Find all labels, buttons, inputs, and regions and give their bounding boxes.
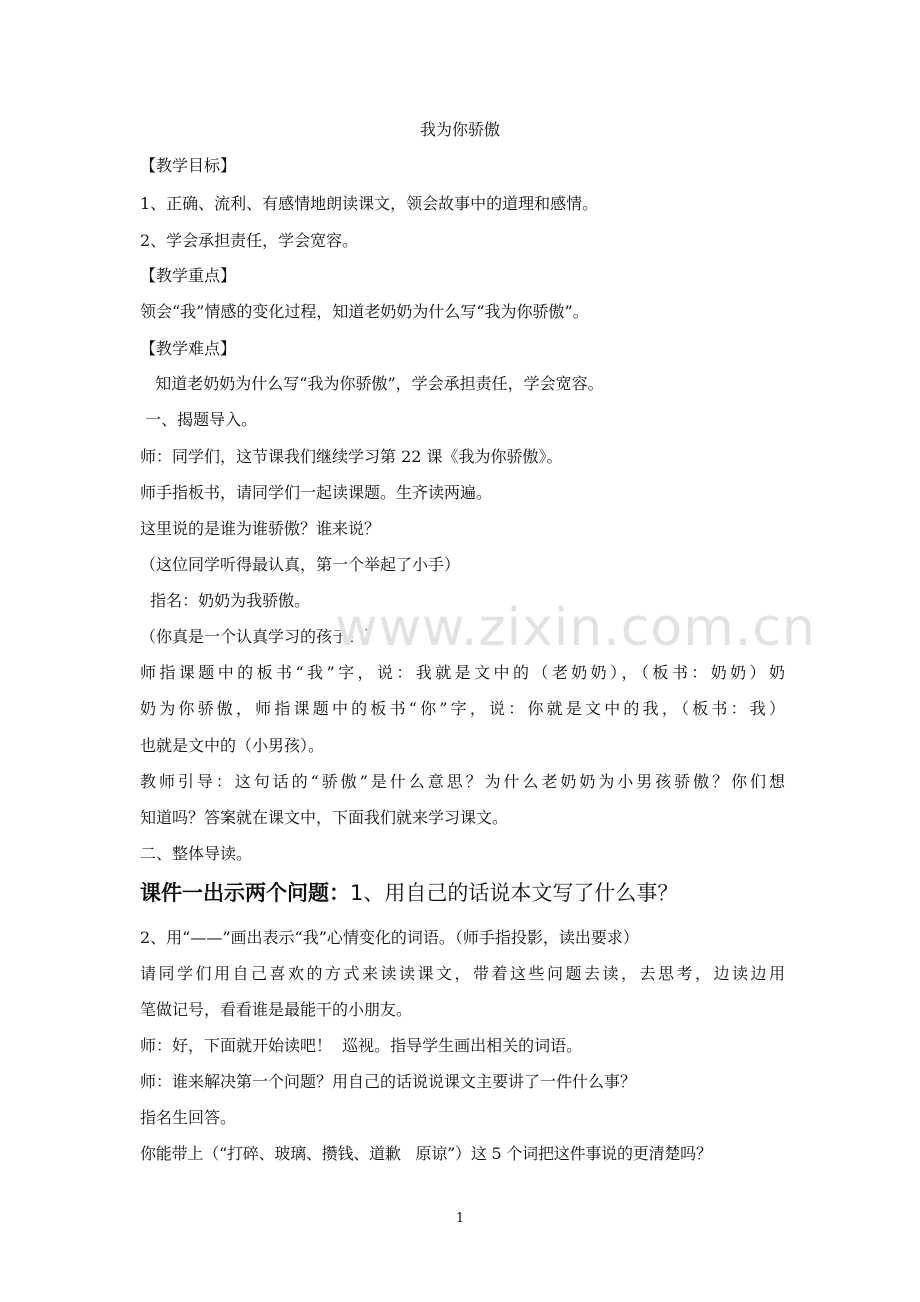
paragraph-line: 师：好，下面就开始读吧！ 巡视。指导学生画出相关的词语。 (140, 1036, 583, 1055)
paragraph-line: 1、正确、流利、有感情地朗读课文，领会故事中的道理和感情。 (140, 194, 599, 213)
paragraph-line: （这位同学听得最认真，第一个举起了小手） (140, 555, 461, 574)
paragraph-line: 指名：奶奶为我骄傲。 (140, 591, 311, 610)
paragraph-line: 师指课题中的板书“我”字，说：我就是文中的（老奶奶），（板书：奶奶）奶 (140, 663, 785, 682)
courseware-heading-question: 1、用自己的话说本文写了什么事？ (350, 881, 679, 905)
paragraph-line: 2、学会承担责任，学会宽容。 (140, 231, 359, 250)
paragraph-line: 教师引导：这句话的“骄傲”是什么意思？为什么老奶奶为小男孩骄傲？你们想 (140, 772, 785, 791)
courseware-heading-label: 课件一出示两个问题： (140, 881, 350, 905)
courseware-heading (140, 878, 785, 908)
paragraph-line: 这里说的是谁为谁骄傲？谁来说？ (140, 519, 381, 538)
paragraph-line: 2、用“——”画出表示“我”心情变化的词语。（师手指投影，读出要求） (140, 928, 639, 947)
paragraph-line: 知道吗？答案就在课文中，下面我们就来学习课文。 (140, 808, 509, 827)
paragraph-line: 师：谁来解决第一个问题？用自己的话说说课文主要讲了一件什么事？ (140, 1072, 637, 1091)
paragraph-line: 也就是文中的（小男孩）。 (140, 736, 325, 755)
paragraph-line: 你能带上（“打碎、玻璃、攒钱、道歉 原谅”）这 5 个词把这件事说的更清楚吗？ (140, 1144, 712, 1163)
section-heading-difficulties: 【教学难点】 (140, 339, 237, 358)
paragraph-line: 领会“我”情感的变化过程，知道老奶奶为什么写“我为你骄傲”。 (140, 302, 589, 321)
paragraph-line: 笔做记号，看看谁是最能干的小朋友。 (140, 1000, 413, 1019)
section-heading-teaching-goals: 【教学目标】 (140, 156, 237, 175)
paragraph-line: 师手指板书，请同学们一起读课题。生齐读两遍。 (140, 483, 493, 502)
paragraph-line: 请同学们用自己喜欢的方式来读读课文，带着这些问题去读，去思考，边读边用 (140, 964, 785, 983)
paragraph-line: 知道老奶奶为什么写“我为你骄傲”，学会承担责任，学会宽容。 (140, 374, 604, 393)
paragraph-line: （你真是一个认真学习的孩子！） (140, 627, 381, 646)
watermark: www.zixin.com.cn (335, 598, 816, 658)
paragraph-line: 奶为你骄傲，师指课题中的板书“你”字，说：你就是文中的我，（板书：我） (140, 699, 785, 718)
section-heading-key-points: 【教学重点】 (140, 266, 237, 285)
paragraph-line: 指名生回答。 (140, 1108, 237, 1127)
page-number: 1 (455, 1211, 465, 1226)
section-heading-part-one: 一、揭题导入。 (140, 410, 258, 429)
document-title: 我为你骄傲 (419, 120, 500, 139)
section-heading-part-two: 二、整体导读。 (140, 844, 253, 863)
paragraph-line: 师：同学们，这节课我们继续学习第 22 课《我为你骄傲》。 (140, 447, 563, 466)
